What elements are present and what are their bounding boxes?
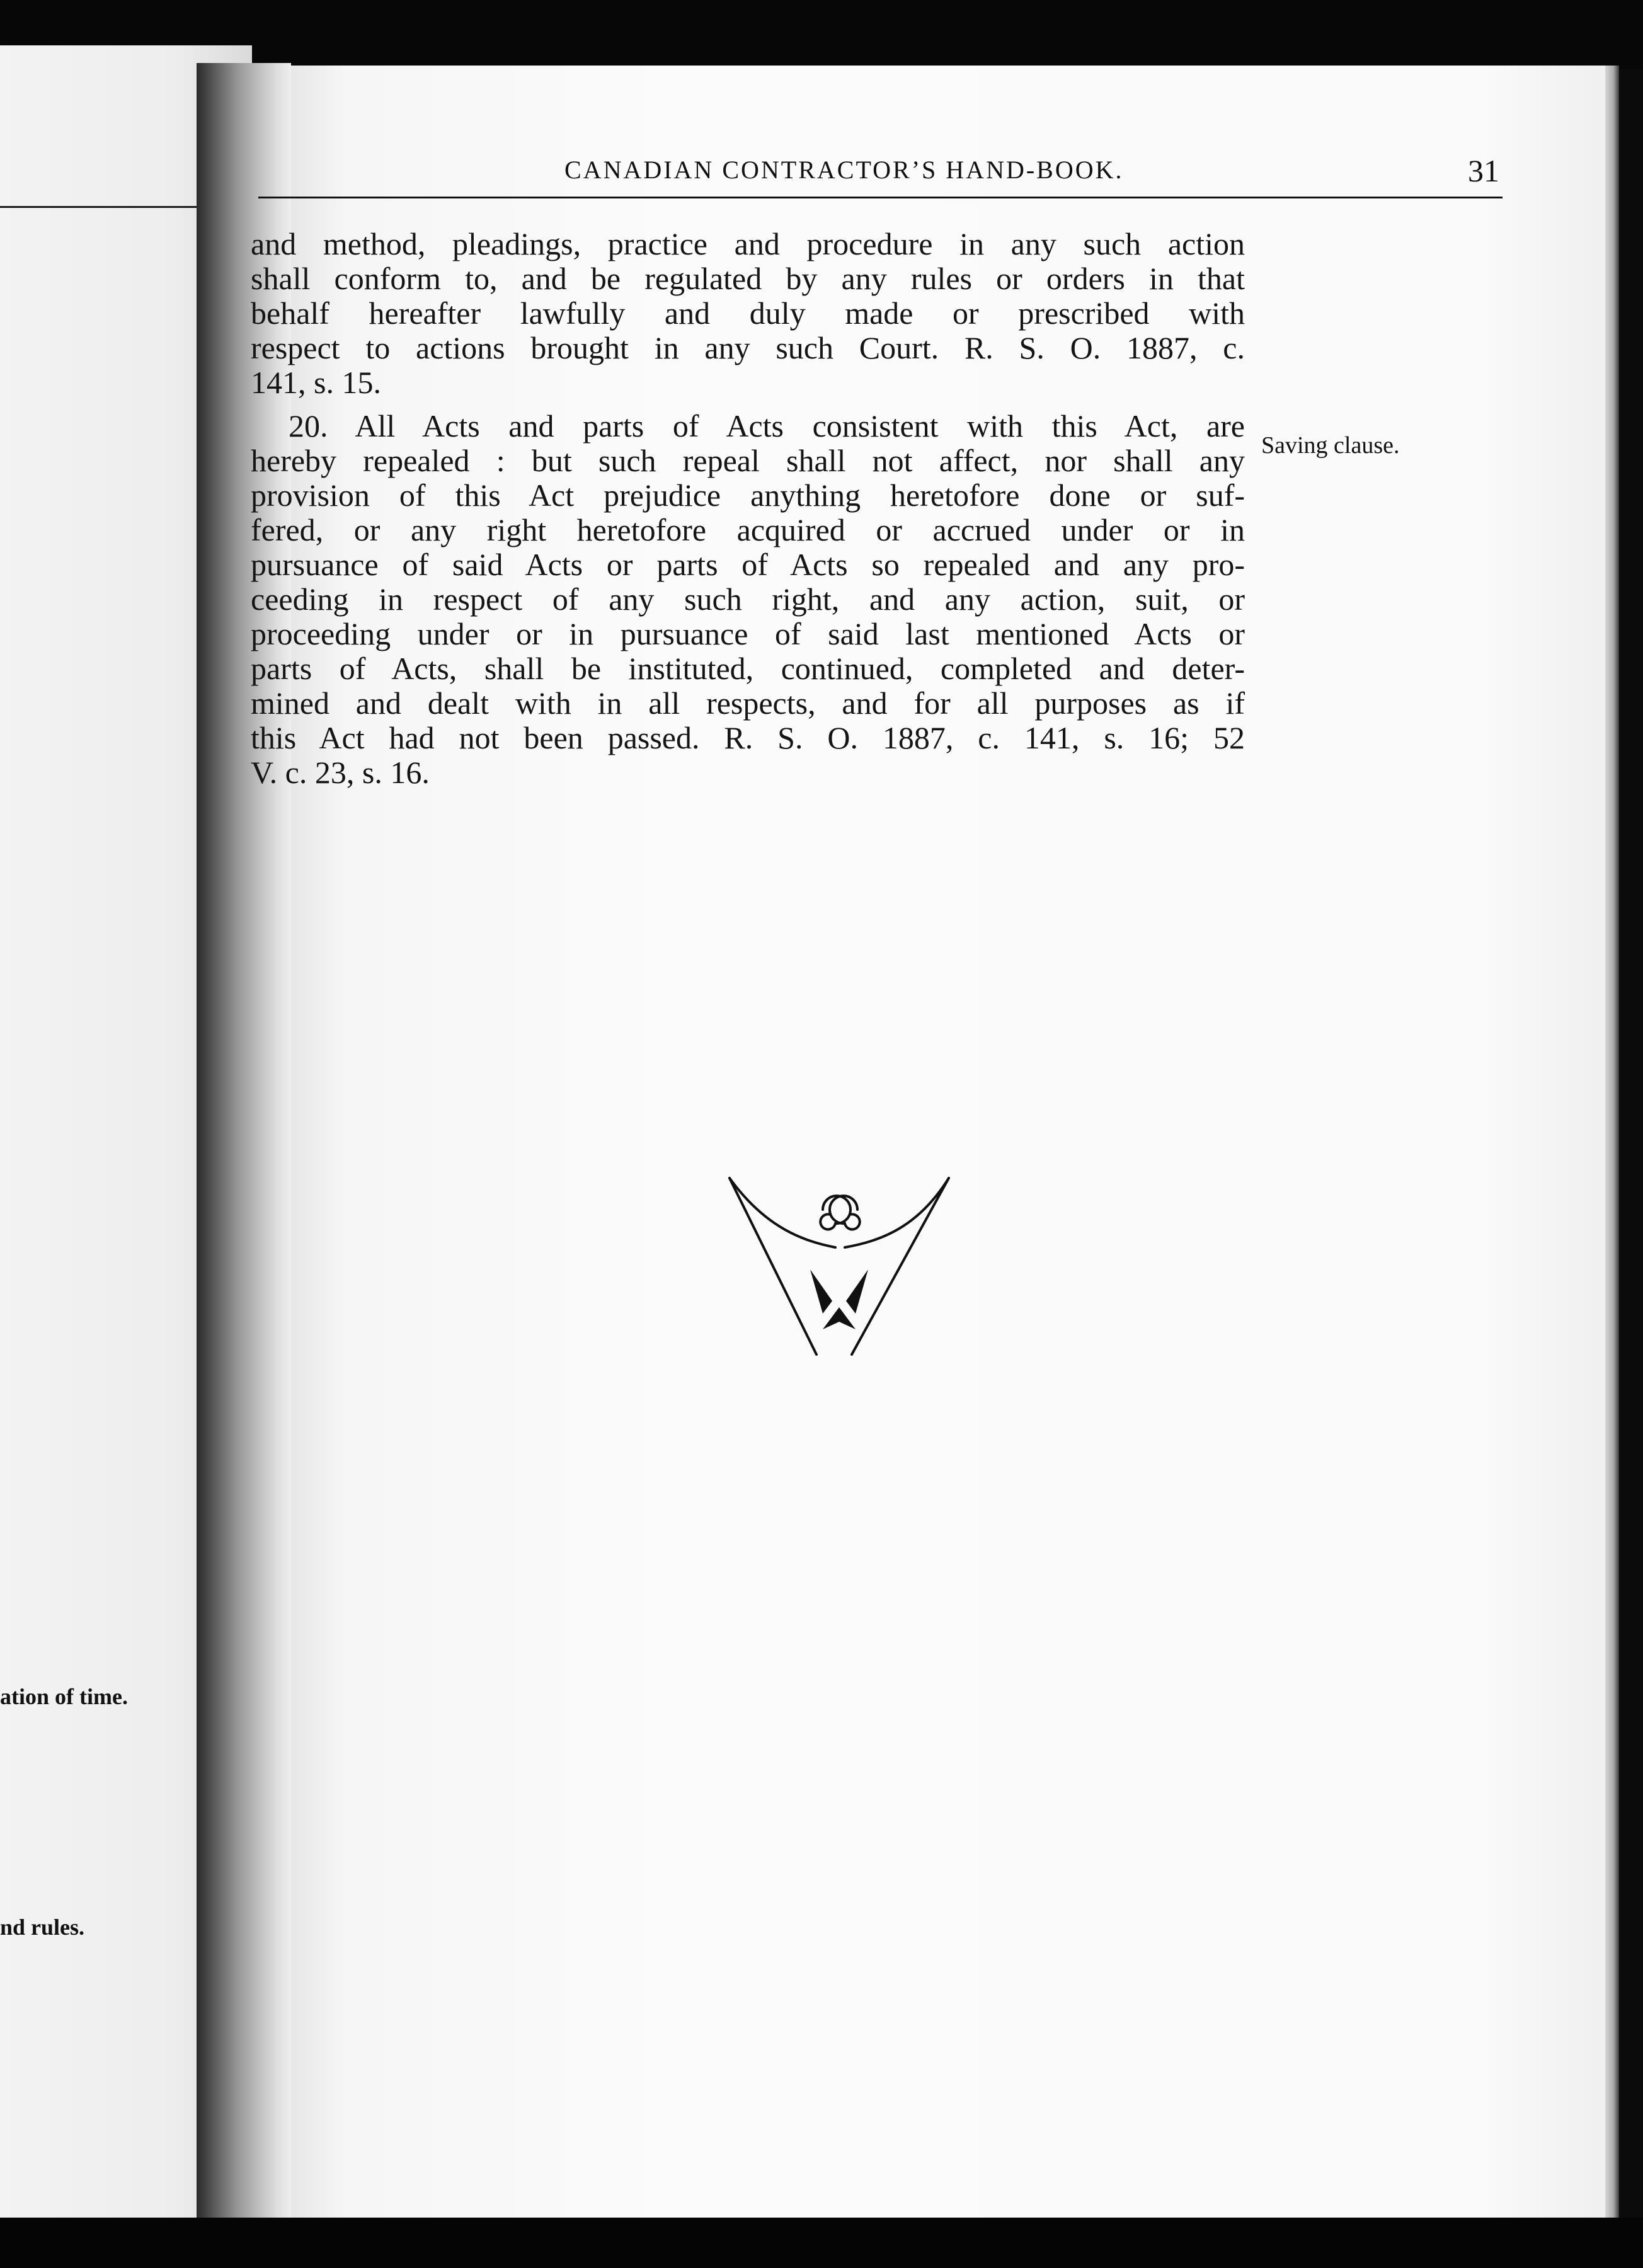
text-line: provision of this Act prejudice anything heretofore done or suf- <box>251 478 1245 513</box>
text-line: parts of Acts, shall be instituted, continued, completed and deter- <box>251 651 1245 686</box>
left-page-rule <box>0 206 197 208</box>
scan-border-bottom <box>0 2218 1643 2268</box>
page-edge <box>1605 66 1619 2218</box>
text-line: respect to actions brought in any such Court. R. S. O. 1887, c. <box>251 330 1245 365</box>
ornament-tailpiece-icon <box>728 1172 950 1361</box>
text-line: shall conform to, and be regulated by any rules or orders in that <box>251 261 1245 296</box>
paragraph-1 <box>251 227 1245 400</box>
text-line: 20. All Acts and parts of Acts consistent with this Act, are <box>289 408 1245 444</box>
text-line: pursuance of said Acts or parts of Acts so repealed and any pro- <box>251 547 1245 582</box>
page-number: 31 <box>1468 153 1499 188</box>
left-page-margin-note: nd rules. <box>0 1915 85 1940</box>
body-text <box>251 227 1245 790</box>
text-line: and method, pleadings, practice and procedure in any such action <box>251 226 1245 261</box>
text-line: 141, s. 15. <box>251 365 381 400</box>
margin-note: Saving clause. <box>1261 432 1400 459</box>
text-line: behalf hereafter lawfully and duly made or prescribed with <box>251 295 1245 331</box>
text-line: this Act had not been passed. R. S. O. 1887, c. 141, s. 16; 52 <box>251 720 1245 755</box>
text-line: V. c. 23, s. 16. <box>251 755 430 790</box>
paragraph-2 <box>251 409 1245 790</box>
text-line: hereby repealed : but such repeal shall not affect, nor shall any <box>251 443 1245 478</box>
running-head: CANADIAN CONTRACTOR’S HAND-BOOK. <box>564 156 1124 184</box>
text-line: proceeding under or in pursuance of said last mentioned Acts or <box>251 616 1245 651</box>
left-page-margin-note: ation of time. <box>0 1684 128 1709</box>
text-line: fered, or any right heretofore acquired or accrued under or in <box>251 512 1245 547</box>
header-rule <box>258 197 1503 198</box>
text-line: mined and dealt with in all respects, and for all purposes as if <box>251 685 1245 721</box>
text-line: ceeding in respect of any such right, and any action, suit, or <box>251 581 1245 617</box>
